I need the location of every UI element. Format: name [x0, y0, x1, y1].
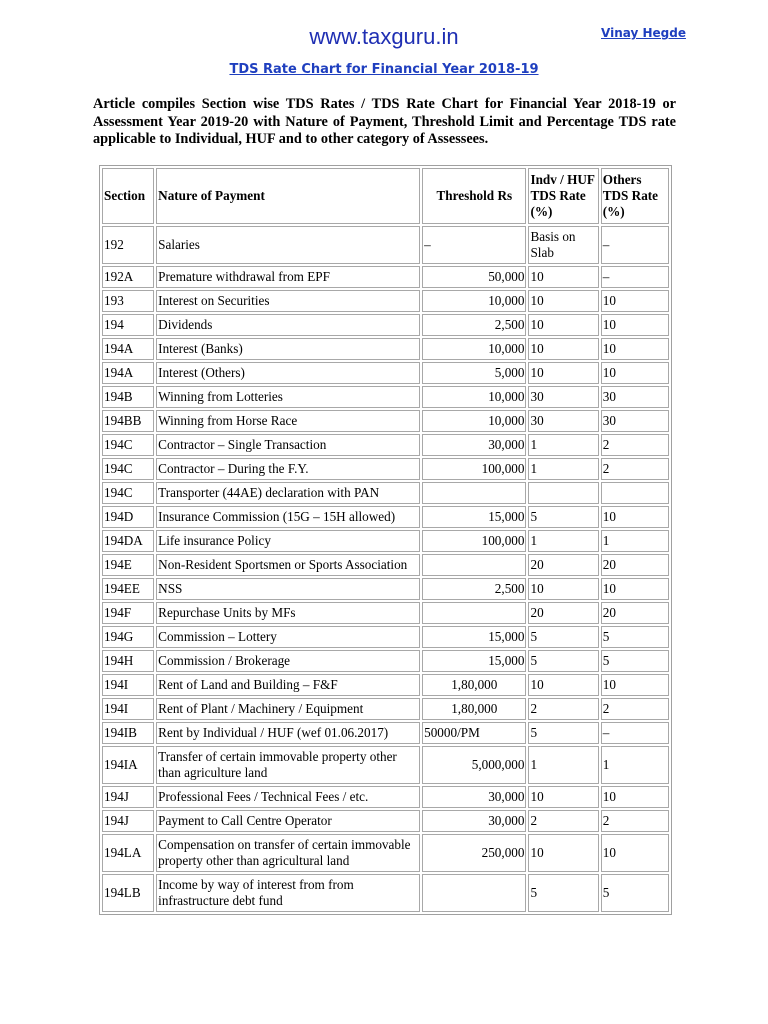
indv-rate-cell: 5 — [528, 650, 598, 672]
table-row — [102, 810, 669, 832]
section-cell: 194LA — [102, 834, 154, 872]
threshold-cell: 50000/PM — [422, 722, 526, 744]
indv-rate-cell: 20 — [528, 602, 598, 624]
threshold-cell: 10,000 — [422, 386, 526, 408]
table-row — [102, 530, 669, 552]
indv-rate-cell: 1 — [528, 530, 598, 552]
others-rate-cell: 30 — [601, 410, 669, 432]
nature-cell: Commission – Lottery — [156, 626, 420, 648]
table-row — [102, 506, 669, 528]
nature-cell: Transfer of certain immovable property other than agriculture land — [156, 746, 420, 784]
threshold-cell: 5,000 — [422, 362, 526, 384]
indv-rate-cell: 1 — [528, 434, 598, 456]
others-rate-cell: 10 — [601, 506, 669, 528]
table-header-row — [102, 168, 669, 224]
nature-cell: Life insurance Policy — [156, 530, 420, 552]
section-cell: 194BB — [102, 410, 154, 432]
indv-rate-cell: 2 — [528, 698, 598, 720]
header-others-rate: Others TDS Rate (%) — [601, 168, 669, 224]
section-cell: 194DA — [102, 530, 154, 552]
threshold-cell — [422, 554, 526, 576]
table-row — [102, 338, 669, 360]
indv-rate-cell: 10 — [528, 338, 598, 360]
header-nature: Nature of Payment — [156, 168, 420, 224]
section-cell: 194C — [102, 458, 154, 480]
others-rate-cell: 2 — [601, 810, 669, 832]
site-title[interactable]: www.taxguru.in — [309, 24, 459, 49]
threshold-cell — [422, 602, 526, 624]
section-cell: 194J — [102, 810, 154, 832]
section-cell: 194H — [102, 650, 154, 672]
indv-rate-cell: 10 — [528, 266, 598, 288]
nature-cell: Interest (Others) — [156, 362, 420, 384]
table-row — [102, 410, 669, 432]
nature-cell: Commission / Brokerage — [156, 650, 420, 672]
table-row — [102, 554, 669, 576]
others-rate-cell: 20 — [601, 554, 669, 576]
nature-cell: Premature withdrawal from EPF — [156, 266, 420, 288]
indv-rate-cell: 10 — [528, 674, 598, 696]
threshold-cell: 30,000 — [422, 434, 526, 456]
table-row — [102, 626, 669, 648]
table-row — [102, 314, 669, 336]
table-row — [102, 386, 669, 408]
intro-paragraph: Article compiles Section wise TDS Rates / TDS Rate Chart for Financial Year 2018-19 or Assessment Year 2019-20 with Nature of Payment, Threshold Limit and Percentage TDS rate applicable to Individual, HUF and to other category of Assessees. — [93, 96, 676, 147]
section-cell: 194J — [102, 786, 154, 808]
threshold-cell: 15,000 — [422, 506, 526, 528]
indv-rate-cell: 10 — [528, 314, 598, 336]
table-row — [102, 674, 669, 696]
others-rate-cell: 30 — [601, 386, 669, 408]
indv-rate-cell — [528, 482, 598, 504]
indv-rate-cell: Basis on Slab — [528, 226, 598, 264]
nature-cell: Rent of Plant / Machinery / Equipment — [156, 698, 420, 720]
section-cell: 194A — [102, 338, 154, 360]
nature-cell: Salaries — [156, 226, 420, 264]
section-cell: 194C — [102, 434, 154, 456]
indv-rate-cell: 20 — [528, 554, 598, 576]
threshold-cell: 250,000 — [422, 834, 526, 872]
others-rate-cell: 10 — [601, 578, 669, 600]
section-cell: 194IA — [102, 746, 154, 784]
others-rate-cell: 5 — [601, 650, 669, 672]
table-row — [102, 482, 669, 504]
indv-rate-cell: 30 — [528, 386, 598, 408]
section-cell: 194D — [102, 506, 154, 528]
others-rate-cell: 10 — [601, 674, 669, 696]
threshold-cell: 10,000 — [422, 338, 526, 360]
indv-rate-cell: 30 — [528, 410, 598, 432]
document-title[interactable]: TDS Rate Chart for Financial Year 2018-19 — [229, 62, 539, 77]
nature-cell: Rent of Land and Building – F&F — [156, 674, 420, 696]
indv-rate-cell: 1 — [528, 746, 598, 784]
others-rate-cell: 10 — [601, 362, 669, 384]
others-rate-cell: – — [601, 266, 669, 288]
indv-rate-cell: 5 — [528, 506, 598, 528]
threshold-cell: – — [422, 226, 526, 264]
table-row — [102, 786, 669, 808]
section-cell: 194E — [102, 554, 154, 576]
others-rate-cell: 2 — [601, 698, 669, 720]
section-cell: 194C — [102, 482, 154, 504]
table-row — [102, 226, 669, 264]
table-row — [102, 578, 669, 600]
others-rate-cell — [601, 482, 669, 504]
section-cell: 194IB — [102, 722, 154, 744]
table-row — [102, 602, 669, 624]
section-cell: 194 — [102, 314, 154, 336]
indv-rate-cell: 10 — [528, 786, 598, 808]
section-cell: 194G — [102, 626, 154, 648]
section-cell: 194A — [102, 362, 154, 384]
nature-cell: Non-Resident Sportsmen or Sports Association — [156, 554, 420, 576]
table-row — [102, 722, 669, 744]
threshold-cell — [422, 482, 526, 504]
threshold-cell: 10,000 — [422, 410, 526, 432]
others-rate-cell: 10 — [601, 834, 669, 872]
table-row — [102, 266, 669, 288]
threshold-cell: 30,000 — [422, 810, 526, 832]
threshold-cell: 1,80,000 — [422, 698, 526, 720]
tds-rate-table — [99, 165, 672, 915]
threshold-cell: 50,000 — [422, 266, 526, 288]
table-row — [102, 746, 669, 784]
others-rate-cell: 1 — [601, 530, 669, 552]
header-section: Section — [102, 168, 154, 224]
threshold-cell — [422, 874, 526, 912]
nature-cell: Compensation on transfer of certain immovable property other than agricultural land — [156, 834, 420, 872]
table-row — [102, 650, 669, 672]
indv-rate-cell: 5 — [528, 722, 598, 744]
indv-rate-cell: 5 — [528, 626, 598, 648]
table-row — [102, 834, 669, 872]
others-rate-cell: 10 — [601, 338, 669, 360]
nature-cell: Interest on Securities — [156, 290, 420, 312]
nature-cell: Transporter (44AE) declaration with PAN — [156, 482, 420, 504]
section-cell: 194LB — [102, 874, 154, 912]
others-rate-cell: – — [601, 226, 669, 264]
indv-rate-cell: 10 — [528, 362, 598, 384]
indv-rate-cell: 10 — [528, 834, 598, 872]
threshold-cell: 15,000 — [422, 650, 526, 672]
nature-cell: Winning from Horse Race — [156, 410, 420, 432]
others-rate-cell: 2 — [601, 458, 669, 480]
indv-rate-cell: 10 — [528, 578, 598, 600]
others-rate-cell: – — [601, 722, 669, 744]
section-cell: 192 — [102, 226, 154, 264]
section-cell: 192A — [102, 266, 154, 288]
indv-rate-cell: 1 — [528, 458, 598, 480]
table-row — [102, 434, 669, 456]
section-cell: 194B — [102, 386, 154, 408]
others-rate-cell: 10 — [601, 290, 669, 312]
section-cell: 194EE — [102, 578, 154, 600]
threshold-cell: 30,000 — [422, 786, 526, 808]
nature-cell: NSS — [156, 578, 420, 600]
threshold-cell: 100,000 — [422, 458, 526, 480]
header-threshold: Threshold Rs — [422, 168, 526, 224]
nature-cell: Insurance Commission (15G – 15H allowed) — [156, 506, 420, 528]
nature-cell: Rent by Individual / HUF (wef 01.06.2017) — [156, 722, 420, 744]
threshold-cell: 2,500 — [422, 314, 526, 336]
indv-rate-cell: 2 — [528, 810, 598, 832]
section-cell: 194I — [102, 698, 154, 720]
threshold-cell: 15,000 — [422, 626, 526, 648]
nature-cell: Contractor – Single Transaction — [156, 434, 420, 456]
nature-cell: Dividends — [156, 314, 420, 336]
nature-cell: Contractor – During the F.Y. — [156, 458, 420, 480]
nature-cell: Income by way of interest from from infrastructure debt fund — [156, 874, 420, 912]
threshold-cell: 5,000,000 — [422, 746, 526, 784]
table-row — [102, 698, 669, 720]
nature-cell: Winning from Lotteries — [156, 386, 420, 408]
section-cell: 194F — [102, 602, 154, 624]
others-rate-cell: 1 — [601, 746, 669, 784]
threshold-cell: 2,500 — [422, 578, 526, 600]
others-rate-cell: 20 — [601, 602, 669, 624]
header-indv-rate: Indv / HUF TDS Rate (%) — [528, 168, 598, 224]
table-row — [102, 362, 669, 384]
others-rate-cell: 10 — [601, 786, 669, 808]
nature-cell: Repurchase Units by MFs — [156, 602, 420, 624]
others-rate-cell: 5 — [601, 626, 669, 648]
table-row — [102, 458, 669, 480]
section-cell: 193 — [102, 290, 154, 312]
author-link[interactable]: Vinay Hegde — [601, 26, 686, 40]
others-rate-cell: 2 — [601, 434, 669, 456]
section-cell: 194I — [102, 674, 154, 696]
others-rate-cell: 10 — [601, 314, 669, 336]
indv-rate-cell: 10 — [528, 290, 598, 312]
others-rate-cell: 5 — [601, 874, 669, 912]
table-row — [102, 874, 669, 912]
threshold-cell: 100,000 — [422, 530, 526, 552]
threshold-cell: 1,80,000 — [422, 674, 526, 696]
table-row — [102, 290, 669, 312]
indv-rate-cell: 5 — [528, 874, 598, 912]
nature-cell: Professional Fees / Technical Fees / etc. — [156, 786, 420, 808]
nature-cell: Payment to Call Centre Operator — [156, 810, 420, 832]
threshold-cell: 10,000 — [422, 290, 526, 312]
nature-cell: Interest (Banks) — [156, 338, 420, 360]
